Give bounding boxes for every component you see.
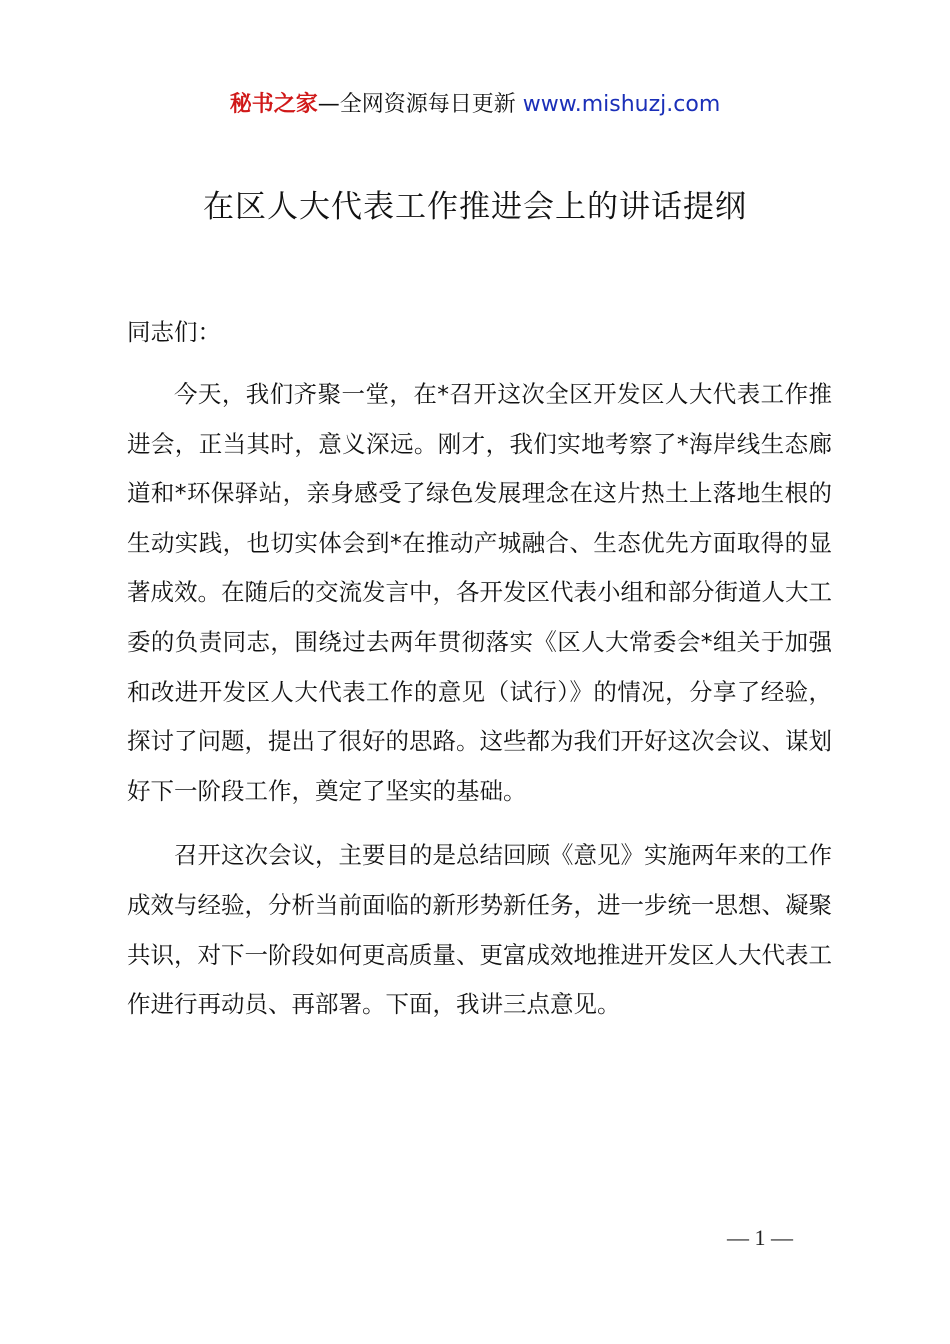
paragraph-1: 今天，我们齐聚一堂，在*召开这次全区开发区人大代表工作推进会，正当其时，意义深远。刚才，我们实地考察了*海岸线生态廊道和*环保驿站，亲身感受了绿色发展理念在这片热土上落地生根的生动实践，也切实体会到*在推动产城融合、生态优先方面取得的显著成效。在随后的交流发言中，各开发区代表小组和部分街道人大工委的负责同志，围绕过去两年贯彻落实《区人大常委会*组关于加强和改进开发区人大代表工作的意见（试行）》的情况，分享了经验，探讨了问题，提出了很好的思路。这些都为我们开好这次会议、谋划好下一阶段工作，奠定了坚实的基础。 — [127, 380, 832, 805]
tagline: —全网资源每日更新 — [317, 92, 516, 117]
site-watermark-header — [0, 88, 950, 122]
page-number: — 1 — — [727, 1225, 793, 1250]
site-url: www.mishuzj.com — [522, 92, 721, 117]
brand-name: 秘书之家 — [229, 92, 318, 117]
document-title: 在区人大代表工作推进会上的讲话提纲 — [203, 189, 747, 225]
document-body — [127, 370, 832, 1030]
paragraph-2: 召开这次会议，主要目的是总结回顾《意见》实施两年来的工作成效与经验，分析当前面临的新形势新任务，进一步统一思想、凝聚共识，对下一阶段如何更高质量、更富成效地推进开发区人大代表工作进行再动员、再部署。下面，我讲三点意见。 — [127, 841, 832, 1019]
salutation: 同志们： — [127, 318, 221, 346]
